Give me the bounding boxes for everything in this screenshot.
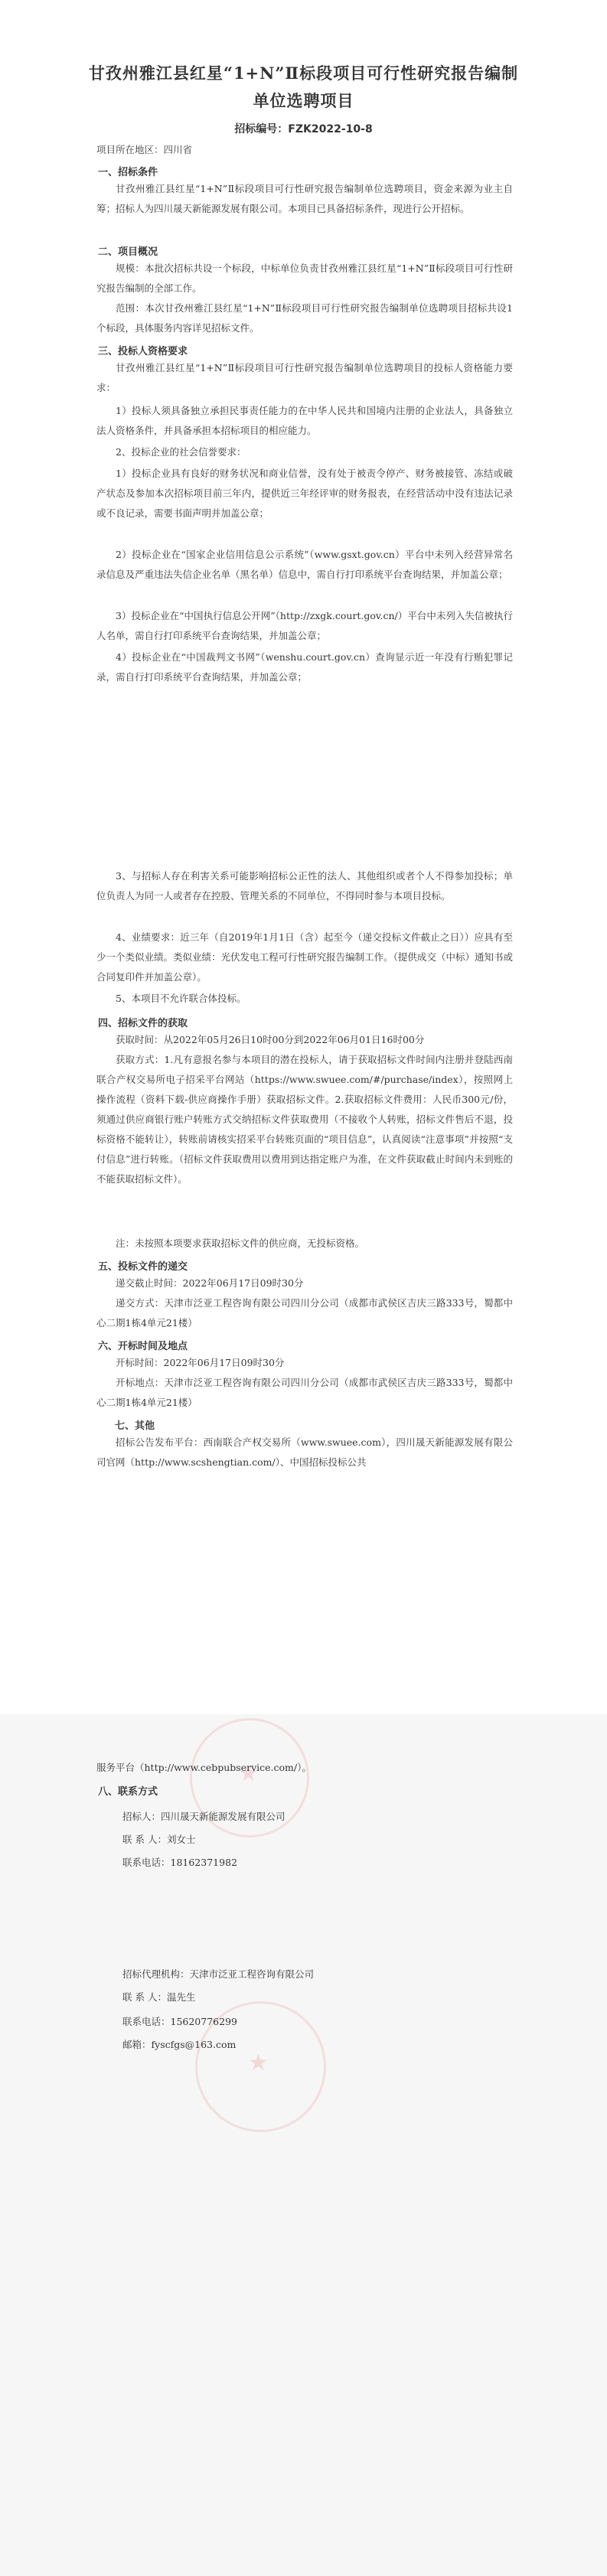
section-7-heading: 七、其他 [115, 1420, 155, 1432]
requirement-3: 3、与招标人存在利害关系可能影响招标公正性的法人、其他组织或者个人不得参加投标；单位负责人为同一人或者存在控股、管理关系的不同单位，不得同时参与本项目投标。 [96, 870, 513, 902]
doc-title-line1: 甘孜州雅江县红星“1+N”Ⅱ标段项目可行性研究报告编制 [88, 64, 519, 83]
tenderer-phone: 联系电话：18162371982 [122, 1857, 237, 1868]
section-8-heading: 八、联系方式 [98, 1786, 158, 1798]
blank-area [96, 689, 513, 865]
requirement-2b: 2）投标企业在“国家企业信用信息公示系统”（www.gsxt.gov.cn）平台中未列入经营异常名录信息及严重违法失信企业名单（黑名单）信息中，需自行打印系统平台查询结果，并加盖公章； [96, 549, 513, 580]
open-time: 开标时间：2022年06月17日09时30分 [116, 1357, 285, 1368]
section-2-scale: 规模：本批次招标共设一个标段，中标单位负责甘孜州雅江县红星“1+N”Ⅱ标段项目可行性研究报告编制的全部工作。 [96, 262, 513, 294]
project-location: 项目所在地区：四川省 [96, 144, 193, 155]
acquire-note: 注：未按照本项要求获取招标文件的供应商，无投标资格。 [116, 1237, 365, 1249]
section-1-heading: 一、招标条件 [98, 167, 158, 178]
submit-place: 递交方式：天津市泛亚工程咨询有限公司四川分公司（成都市武侯区吉庆三路333号，蜀都中心二期1栋4单元21楼） [96, 1297, 513, 1329]
acquire-method: 获取方式：1.凡有意报名参与本项目的潜在投标人，请于获取招标文件时间内注册并登陆西南联合产权交易所电子招采平台网站（https://www.swuee.com/#/purchase/index），按照网上操作流程（资料下载-供应商操作手册）获取招标文件。2.获取招标文件费用：人民币300元/份，须通过供应商银行账户转账方式交纳招标文件获取费用（不接收个人转账，招标文件售后不退，投标资格不能转让），转账前请核实招采平台转账页面的“项目信息”，认真阅读“注意事项”并按照“支付信息”进行转账。（招标文件获取费用以费用到达指定账户为准，在文件获取截止时间内未到账的不能获取招标文件）。 [96, 1054, 513, 1185]
requirement-2d: 4）投标企业在“中国裁判文书网”（wenshu.court.gov.cn）查询显示近一年没有行贿犯罪记录，需自行打印系统平台查询结果，并加盖公章； [96, 651, 513, 683]
bid-number: 招标编号：FZK2022-10-8 [234, 123, 373, 135]
section-3-intro: 甘孜州雅江县红星“1+N”Ⅱ标段项目可行性研究报告编制单位选聘项目的投标人资格能力要求： [96, 362, 513, 393]
section-6-heading: 六、开标时间及地点 [98, 1341, 188, 1352]
submit-deadline: 递交截止时间：2022年06月17日09时30分 [116, 1277, 304, 1289]
doc-title-line2: 单位选聘项目 [253, 91, 354, 110]
section-4-heading: 四、招标文件的获取 [98, 1018, 188, 1029]
requirement-1: 1）投标人须具备独立承担民事责任能力的在中华人民共和国境内注册的企业法人，具备独立法人资格条件，并具备承担本招标项目的相应能力。 [96, 405, 513, 436]
agent-name: 招标代理机构：天津市泛亚工程咨询有限公司 [122, 1968, 315, 1980]
requirement-5: 5、本项目不允许联合体投标。 [116, 993, 246, 1004]
section-1-text: 甘孜州雅江县红星“1+N”Ⅱ标段项目可行性研究报告编制单位选聘项目，资金来源为业主自筹；招标人为四川晟天新能源发展有限公司。本项目已具备招标条件，现进行公开招标。 [96, 183, 513, 214]
open-place: 开标地点：天津市泛亚工程咨询有限公司四川分公司（成都市武侯区吉庆三路333号，蜀都中心二期1栋4单元21楼） [96, 1377, 513, 1408]
section-3-heading: 三、投标人资格要求 [98, 346, 188, 357]
agent-phone: 联系电话：15620776299 [122, 2016, 237, 2027]
agent-contact: 联 系 人：温先生 [122, 1991, 196, 2003]
section-5-heading: 五、投标文件的递交 [98, 1261, 188, 1273]
requirement-2: 2、投标企业的社会信誉要求： [116, 446, 246, 458]
acquire-time: 获取时间：从2022年05月26日10时00分到2022年06月01日16时00分 [116, 1034, 425, 1045]
document-page-2 [0, 1714, 607, 2576]
platform-line: 服务平台（http://www.cebpubservice.com/）。 [96, 1762, 312, 1773]
tenderer-name: 招标人：四川晟天新能源发展有限公司 [122, 1811, 286, 1822]
section-7-text: 招标公告发布平台：西南联合产权交易所（www.swuee.com），四川晟天新能源发展有限公司官网（http://www.scshengtian.com/）、中国招标投标公共 [96, 1436, 513, 1468]
requirement-2a: 1）投标企业具有良好的财务状况和商业信誉，没有处于被责令停产、财务被接管、冻结或破产状态及参加本次招标项目前三年内，提供近三年经评审的财务报表，在经营活动中没有违法记录或不良记录，需要书面声明并加盖公章； [96, 468, 513, 519]
requirement-4: 4、业绩要求：近三年（自2019年1月1日（含）起至今（递交投标文件截止之日））应具有至少一个类似业绩。类似业绩：光伏发电工程可行性研究报告编制工作。（提供成交（中标）通知书或合同复印件并加盖公章）。 [96, 931, 513, 983]
agent-email: 邮箱：fyscfgs@163.com [122, 2039, 237, 2050]
section-2-scope: 范围：本次甘孜州雅江县红星“1+N”Ⅱ标段项目可行性研究报告编制单位选聘项目招标共设1个标段，具体服务内容详见招标文件。 [96, 302, 513, 334]
requirement-2c: 3）投标企业在“中国执行信息公开网”（http://zxgk.court.gov.cn/）平台中未列入失信被执行人名单，需自行打印系统平台查询结果，并加盖公章； [96, 610, 513, 641]
section-2-heading: 二、项目概况 [98, 246, 158, 258]
tenderer-contact: 联 系 人：刘女士 [122, 1834, 196, 1845]
